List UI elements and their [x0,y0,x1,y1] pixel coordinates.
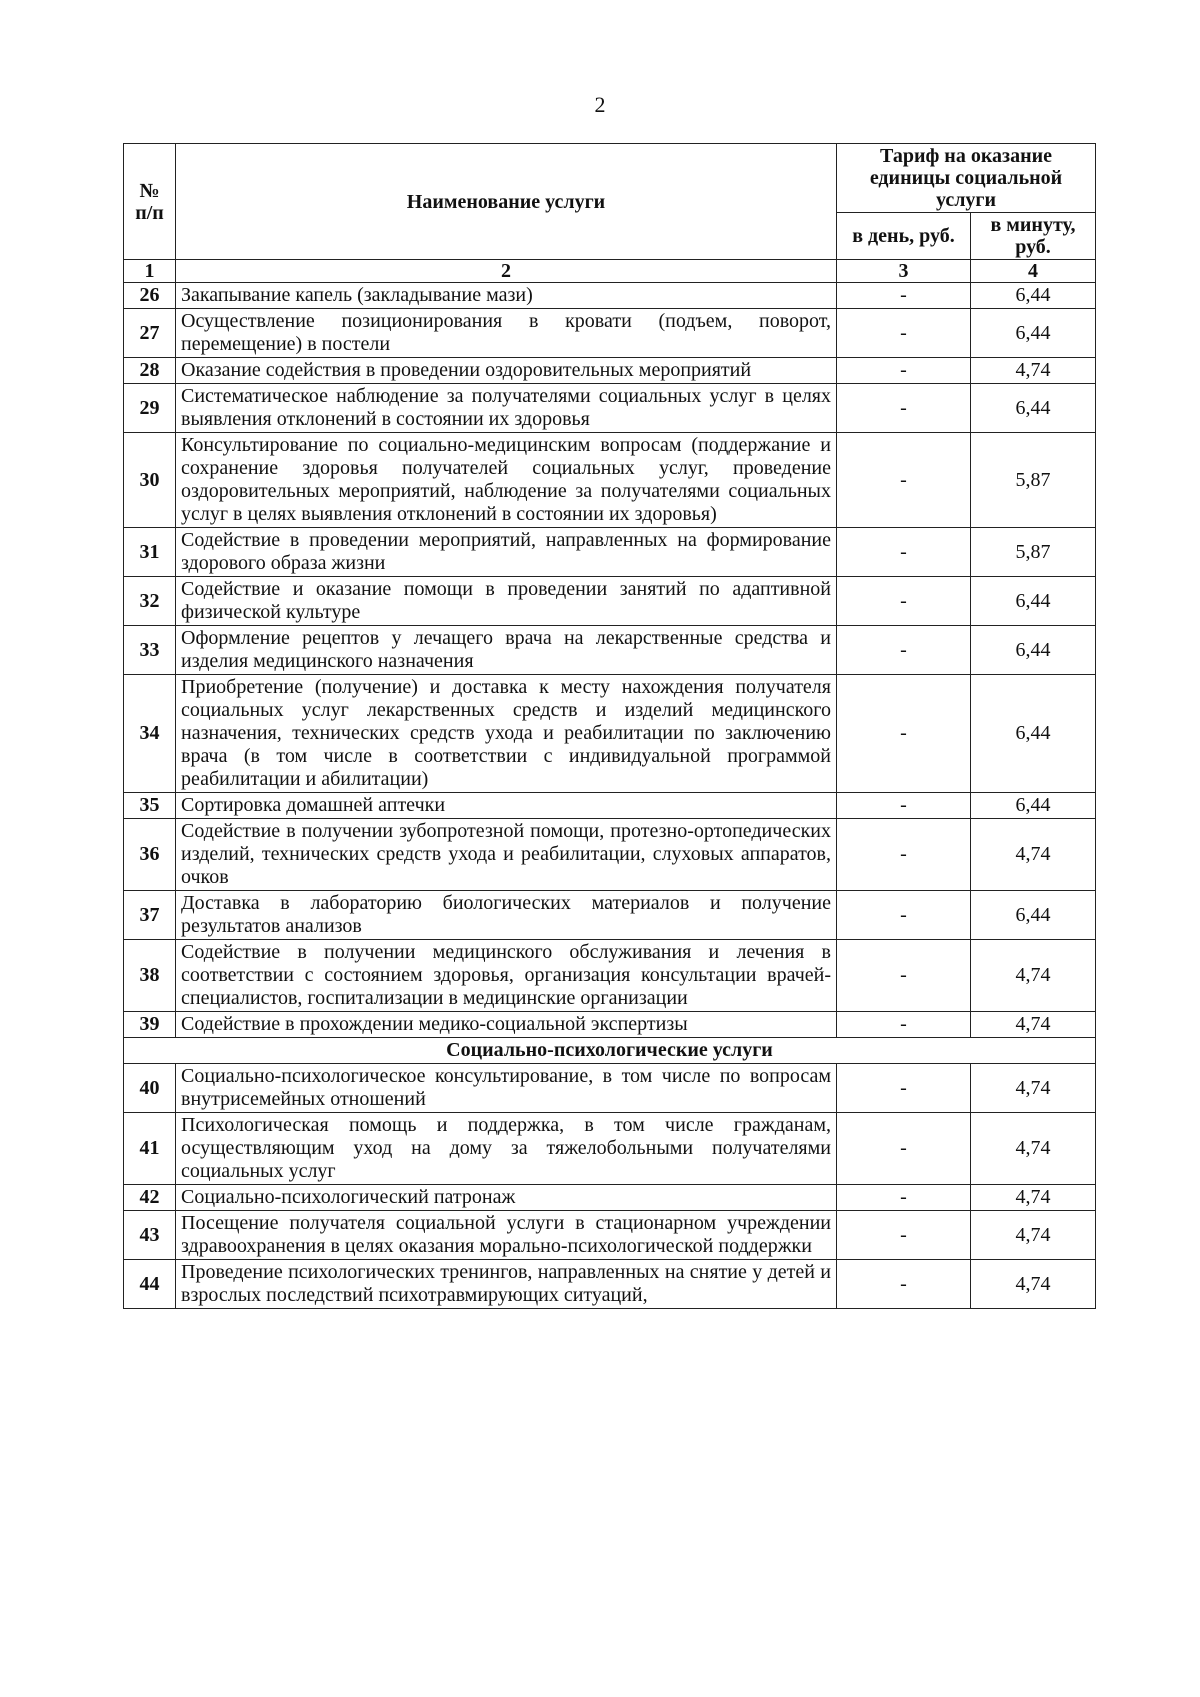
row-number: 34 [124,675,176,793]
header-row [124,144,1096,213]
table-section [124,1038,1096,1064]
row-number: 33 [124,626,176,675]
table-row [124,577,1096,626]
table-row [124,433,1096,528]
column-index: 1 [124,260,176,283]
service-name: Посещение получателя социальной услуги в стационарном учреждении здравоохранения в целях оказания морально-психологической поддержки [176,1211,837,1260]
tariff-per-minute: 6,44 [971,626,1096,675]
service-name: Систематическое наблюдение за получателями социальных услуг в целях выявления отклонений в состоянии их здоровья [176,384,837,433]
tariff-per-day: - [837,940,971,1012]
tariff-per-minute: 4,74 [971,1064,1096,1113]
table-row [124,891,1096,940]
row-number: 32 [124,577,176,626]
table-row [124,793,1096,819]
service-name: Содействие в получении медицинского обслуживания и лечения в соответствии с состоянием здоровья, организация консультации врачей-специалистов, госпитализации в медицинские организации [176,940,837,1012]
tariff-per-minute: 4,74 [971,1211,1096,1260]
row-number: 41 [124,1113,176,1185]
header-tariff: Тариф на оказание единицы социальной услуги [837,144,1096,213]
page-number: 2 [594,92,606,117]
tariff-per-minute: 5,87 [971,433,1096,528]
table-row [124,1012,1096,1038]
row-number: 43 [124,1211,176,1260]
tariff-per-day: - [837,309,971,358]
service-name: Осуществление позиционирования в кровати (подъем, поворот, перемещение) в постели [176,309,837,358]
service-name: Содействие в проведении мероприятий, направленных на формирование здорового образа жизни [176,528,837,577]
tariff-per-day: - [837,358,971,384]
row-number: 27 [124,309,176,358]
tariff-per-minute: 6,44 [971,384,1096,433]
tariff-per-day: - [837,1211,971,1260]
header-per-day: в день, руб. [837,213,971,260]
tariff-per-day: - [837,577,971,626]
tariff-per-minute: 6,44 [971,675,1096,793]
table-row [124,358,1096,384]
tariff-per-day: - [837,819,971,891]
table-body-psychological [124,1064,1096,1309]
tariff-per-minute: 6,44 [971,891,1096,940]
tariff-per-minute: 4,74 [971,358,1096,384]
table-row [124,309,1096,358]
table-row [124,626,1096,675]
service-name: Проведение психологических тренингов, направленных на снятие у детей и взрослых последствий психотравмирующих ситуаций, [176,1260,837,1309]
service-name: Социально-психологический патронаж [176,1185,837,1211]
table-row [124,1113,1096,1185]
header-num: № п/п [124,144,176,260]
tariff-per-day: - [837,1185,971,1211]
table-body-medical [124,283,1096,1038]
service-name: Содействие и оказание помощи в проведении занятий по адаптивной физической культуре [176,577,837,626]
tariff-per-day: - [837,793,971,819]
service-name: Психологическая помощь и поддержка, в том числе гражданам, осуществляющим уход на дому за тяжелобольными получателями социальных услуг [176,1113,837,1185]
table-row [124,675,1096,793]
header-name: Наименование услуги [176,144,837,260]
tariff-per-day: - [837,891,971,940]
tariff-per-day: - [837,1260,971,1309]
table-row [124,819,1096,891]
column-index: 4 [971,260,1096,283]
service-name: Сортировка домашней аптечки [176,793,837,819]
tariff-per-minute: 4,74 [971,819,1096,891]
tariff-per-minute: 6,44 [971,283,1096,309]
column-index-row [124,260,1096,283]
tariff-per-day: - [837,1064,971,1113]
table-row [124,1260,1096,1309]
table-row [124,528,1096,577]
tariff-per-day: - [837,283,971,309]
table-row [124,384,1096,433]
row-number: 37 [124,891,176,940]
tariff-per-minute: 4,74 [971,1113,1096,1185]
row-number: 38 [124,940,176,1012]
table-row [124,283,1096,309]
tariff-per-minute: 6,44 [971,577,1096,626]
table-row [124,940,1096,1012]
row-number: 26 [124,283,176,309]
tariff-per-minute: 4,74 [971,1012,1096,1038]
tariff-per-day: - [837,1113,971,1185]
header-per-minute: в минуту, руб. [971,213,1096,260]
row-number: 39 [124,1012,176,1038]
row-number: 30 [124,433,176,528]
tariff-per-minute: 5,87 [971,528,1096,577]
row-number: 31 [124,528,176,577]
column-index: 3 [837,260,971,283]
section-title: Социально-психологические услуги [124,1038,1096,1064]
table-row [124,1064,1096,1113]
tariff-per-day: - [837,626,971,675]
tariff-per-day: - [837,1012,971,1038]
row-number: 35 [124,793,176,819]
tariff-per-day: - [837,433,971,528]
row-number: 36 [124,819,176,891]
service-name: Доставка в лабораторию биологических материалов и получение результатов анализов [176,891,837,940]
tariff-per-minute: 6,44 [971,793,1096,819]
table-row [124,1211,1096,1260]
row-number: 42 [124,1185,176,1211]
row-number: 40 [124,1064,176,1113]
service-name: Закапывание капель (закладывание мази) [176,283,837,309]
tariff-per-day: - [837,384,971,433]
row-number: 44 [124,1260,176,1309]
service-name: Оказание содействия в проведении оздоровительных мероприятий [176,358,837,384]
service-name: Содействие в получении зубопротезной помощи, протезно-ортопедических изделий, технических средств ухода и реабилитации, слуховых аппаратов, очков [176,819,837,891]
tariff-table [123,143,1096,1309]
row-number: 29 [124,384,176,433]
row-number: 28 [124,358,176,384]
service-name: Оформление рецептов у лечащего врача на лекарственные средства и изделия медицинского назначения [176,626,837,675]
tariff-per-day: - [837,528,971,577]
tariff-per-minute: 4,74 [971,1185,1096,1211]
service-name: Приобретение (получение) и доставка к месту нахождения получателя социальных услуг лекарственных средств и изделий медицинского назначения, технических средств ухода и реабилитации по заключению врача (в том числе в соответствии с индивидуальной программой реабилитации и абилитации) [176,675,837,793]
tariff-per-day: - [837,675,971,793]
service-name: Содействие в прохождении медико-социальной экспертизы [176,1012,837,1038]
section-row [124,1038,1096,1064]
table-row [124,1185,1096,1211]
service-name: Социально-психологическое консультирование, в том числе по вопросам внутрисемейных отношений [176,1064,837,1113]
tariff-per-minute: 6,44 [971,309,1096,358]
column-index: 2 [176,260,837,283]
service-name: Консультирование по социально-медицинским вопросам (поддержание и сохранение здоровья получателей социальных услуг, проведение оздоровительных мероприятий, наблюдение за получателями социальных услуг в целях выявления отклонений в состоянии их здоровья) [176,433,837,528]
tariff-per-minute: 4,74 [971,940,1096,1012]
tariff-per-minute: 4,74 [971,1260,1096,1309]
